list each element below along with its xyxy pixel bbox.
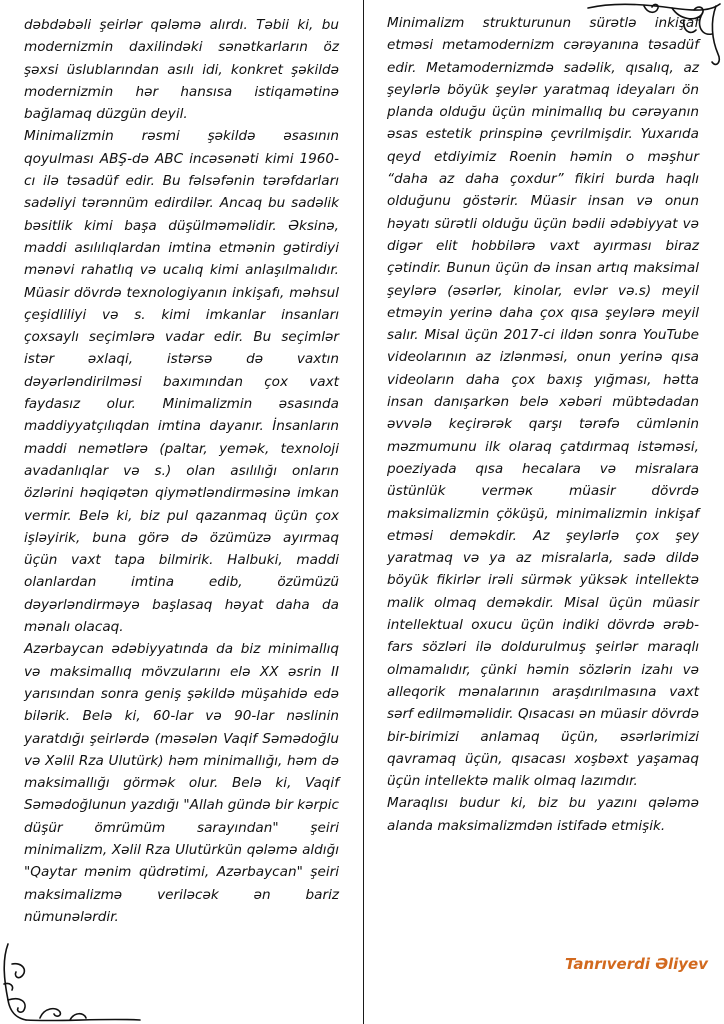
left-paragraph-2: Minimalizmin rəsmi şəkildə əsasının qoyulması ABŞ-də ABC incəsənəti kimi 1960-cı ilə təsadüf edir. Bu fəlsəfənin tərəfdarları sadəliyi tərənnüm edirdilər. Ancaq bu sadəlik bəsitlik kimi başa düşülməməlidir. Əksinə, maddi asılılıqlardan imtina etmənin gətirdiyi mənəvi rahatlıq və ucalıq kimi anlaşılmalıdır. Müasir dövrdə texnologiyanın inkişafı, məhsul çeşidliliyi və s. kimi imkanlar insanları çoxsaylı seçimlərə vadar edir. Bu seçimlər istər əxlaqi, istərsə də vaxtın dəyərləndirilməsi baxımından çox vaxt faydasız olur. Minimalizmin əsasında maddiyyatçılıqdan imtina dayanır. İnsanların maddi nemətlərə (paltar, yemək, texnoloji avadanlıqlar və s.) olan asılılığı onların özlərini həqiqətən qiymətləndirməsinə imkan vermir. Belə ki, biz pul qazanmaq üçün çox işləyirik, buna görə də özümüzə ayırmaq üçün vaxt tapa bilmirik. Halbuki, maddi olanlardan imtina edib, özümüzü dəyərləndirməyə başlasaq həyat daha da mənalı olacaq. [24, 128, 339, 636]
author-signature: Tanrıverdi Əliyev [564, 955, 708, 973]
corner-ornament-icon [584, 0, 724, 70]
right-paragraph-1: Minimalizm strukturunun sürətlə inkişaf etməsi metamodernizm cərəyanına təsadüf edir. Metamodernizmdə sadəlik, qısalıq, az şeylərlə böyük şeylər yaratmaq ideyaları ön planda olduğu üçün minimallıq bu cərəyanın əsas estetik prinspinə çevrilmişdir. Yuxarıda qeyd etdiyimiz Roenin həmin o məşhur “daha az daha çoxdur” fikiri burda haqlı olduğunu göstərir. Müasir insan və onun həyatı sürətli olduğu üçün bədii ədəbiyyat və digər elit hobbilərə vaxt ayırması biraz çətindir. Bunun üçün də insan artıq maksimal şeylərə (əsərlər, kinolar, evlər və.s) meyil etməyin yerinə daha çox qısa şeylərə meyil salır. Misal üçün 2017-ci ildən sonra YouTube videolarının az izlənməsi, onun yerinə qısa videoların daha çox baxış yığması, hətta insan danışarkən belə xəbəri mübtədadan əvvələ keçirərək qarşı tərəfə cümlənin məzmumunu ilk olaraq çatdırmaq istəməsi, poeziyada qısa hecalara və misralara üstünlük verməк müasir dövrdə maksimalizmin çöküşü, minimalizmin inkişaf etməsi deməkdir. Az şeylərlə çox şey yaratmaq və ya az misralarla, sadə dildə böyük fikirlər irəli sürmək yüksək intellektə malik olmaq deməkdir. Misal üçün müasir intellektual oxucu üçün indiki dövrdə ərəb-fars sözləri ilə doldurulmuş şeirlər maraqlı olmamalıdır, çünki həmin sözlərin izahı və alleqorik mənalarının araşdırılmasına vaxt sərf edilməməlidir. Qısacası ən müasir dövrdə bir-birimizi anlamaq üçün, əsərlərimizi qavramaq üçün, qısacası xoşbəxt yaşamaq üçün intellektə malik olmaq lazımdır. [387, 15, 699, 790]
right-paragraph-2: Maraqlısı budur ki, biz bu yazını qələmə alanda maksimalizmdən istifadə etmişik. [387, 795, 699, 834]
left-paragraph-3: Azərbaycan ədəbiyyatında da biz minimallıq və maksimallıq mövzularını elə XX əsrin II yarısından sonra geniş şəkildə müşahidə edə bilərik. Belə ki, 60-lar və 90-lar nəslinin yaratdığı şeirlərdə (məsələn Vaqif Səmədoğlu və Xəlil Rza Ulutürk) həm minimallığı, həm də maksimallığı görmək olur. Belə ki, Vaqif Səmədoğlunun yazdığı "Allah gündə bir kərpic düşür ömrümüm sarayından" şeiri minimalizm, Xəlil Rza Ulutürkün qələmə aldığı "Qaytar mənim qüdrətimi, Azərbaycan" şeiri maksimalizmə veriləcək ən bariz nümunələrdir. [24, 641, 339, 925]
left-column [24, 14, 339, 928]
right-column [387, 12, 699, 837]
left-paragraph-1: dəbdəbəli şeirlər qələmə alırdı. Təbii ki, bu modernizmin daxilindəki sənətkarların öz şəxsi üslublarından asılı idi, konkret şəkildə modernizmin hər hansısa istiqamətinə bağlamaq düzgün deyil. [24, 17, 339, 123]
corner-ornament-icon [0, 940, 145, 1024]
column-divider [363, 0, 364, 1024]
